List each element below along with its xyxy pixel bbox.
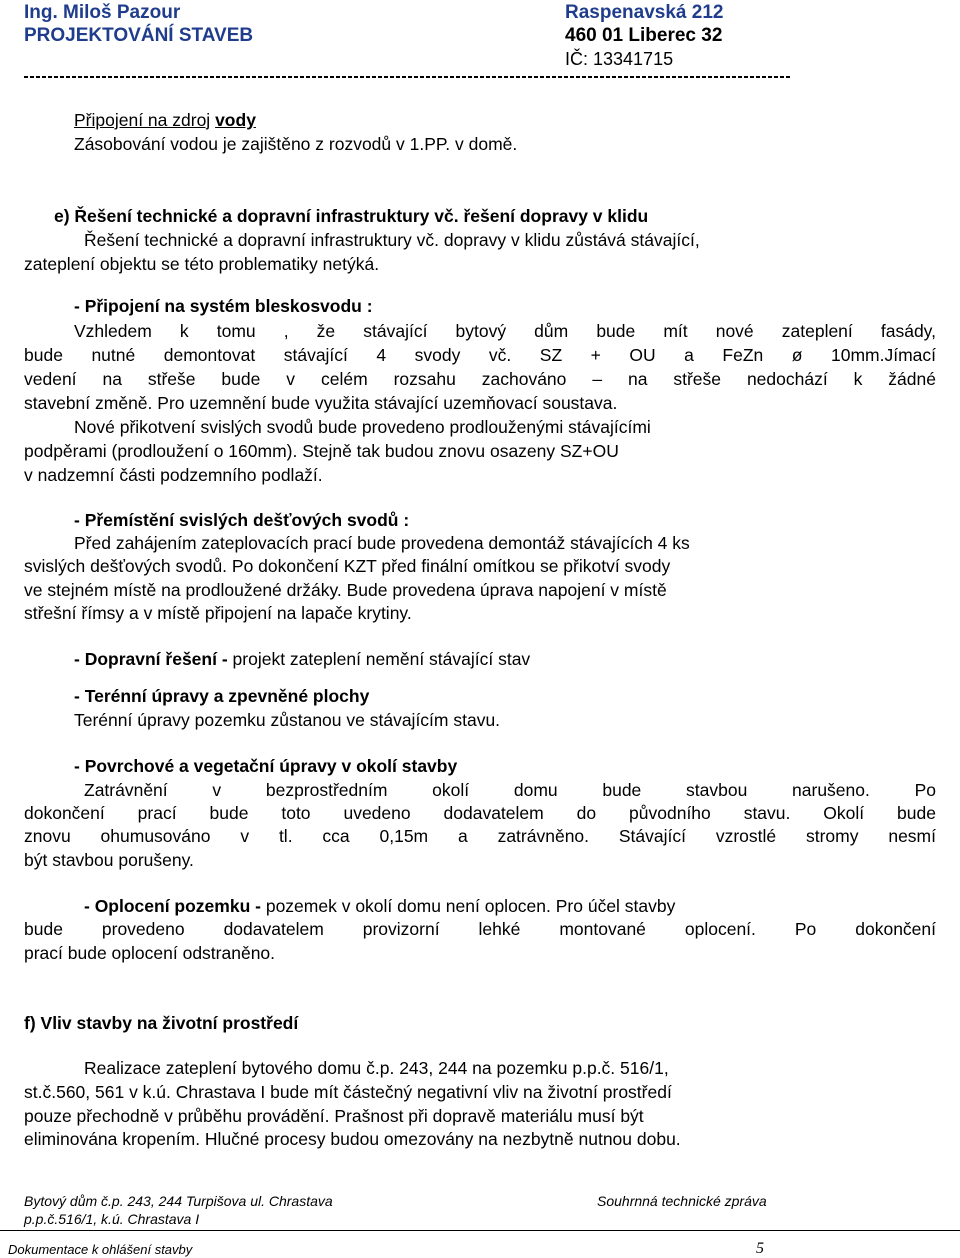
fencing-line-3: prací bude oplocení odstraněno.	[24, 943, 276, 963]
author-subtitle: PROJEKTOVÁNÍ STAVEB	[24, 25, 254, 46]
vegetation-line-2: dokončení prací bude toto uvedeno dodavatelem do původního stavu. Okolí bude	[24, 803, 936, 823]
traffic-heading: - Dopravní řešení -	[74, 649, 228, 669]
fencing-heading: - Oplocení pozemku -	[84, 896, 261, 916]
section-e-line-1: Řešení technické a dopravní infrastruktury vč. dopravy v klidu zůstává stávající,	[84, 230, 700, 250]
gutters-line-4: střešní římsy a v místě připojení na lapače krytiny.	[24, 603, 412, 623]
section-f-line-3: pouze přechodně v průběhu provádění. Prašnost při dopravě materiálu musí být	[24, 1106, 644, 1126]
vegetation-heading: - Povrchové a vegetační úpravy v okolí stavby	[74, 756, 458, 776]
water-heading-bold: vody	[215, 110, 256, 130]
vegetation-line-4: být stavbou porušeny.	[24, 850, 194, 870]
vegetation-line-1: Zatrávnění v bezprostředním okolí domu bude stavbou narušeno. Po	[84, 780, 936, 800]
lightning-line-7: v nadzemní části podzemního podlaží.	[24, 465, 323, 485]
address-city: 460 01 Liberec 32	[565, 25, 723, 46]
company-id: IČ: 13341715	[565, 49, 674, 69]
terrain-text: Terénní úpravy pozemku zůstanou ve stávajícím stavu.	[74, 710, 501, 730]
lightning-line-5: Nové přikotvení svislých svodů bude provedeno prodlouženými stávajícími	[74, 417, 651, 437]
traffic-text: projekt zateplení nemění stávající stav	[232, 649, 531, 669]
lightning-line-4: stavební změně. Pro uzemnění bude využita stávající uzemňovací soustava.	[24, 393, 618, 413]
footer-report-title: Souhrnná technické zpráva	[597, 1193, 767, 1209]
vegetation-line-3: znovu ohumusováno v tl. cca 0,15m a zatrávněno. Stávající vzrostlé stromy nesmí	[24, 826, 936, 846]
fencing-line-2: bude provedeno dodavatelem provizorní lehké montované oplocení. Po dokončení	[24, 919, 936, 939]
lightning-line-2: bude nutné demontovat stávající 4 svody vč. SZ + OU a FeZn ø 10mm.Jímací	[24, 345, 936, 365]
lightning-line-1: Vzhledem k tomu , že stávající bytový dům bude mít nové zateplení fasády,	[74, 321, 936, 341]
section-f-line-1: Realizace zateplení bytového domu č.p. 243, 244 na pozemku p.p.č. 516/1,	[84, 1058, 669, 1078]
water-heading	[74, 108, 936, 132]
footer-rule	[0, 1230, 960, 1231]
traffic-row	[74, 647, 936, 671]
gutters-heading: - Přemístění svislých dešťových svodů :	[74, 510, 410, 530]
gutters-line-2: svislých dešťových svodů. Po dokončení KZT před finální omítkou se přikotví svody	[24, 556, 671, 576]
lightning-line-3: vedení na střeše bude v celém rozsahu zachováno – na střeše nedochází k žádné	[24, 369, 936, 389]
section-f-heading: f) Vliv stavby na životní prostředí	[24, 1013, 299, 1033]
terrain-heading: - Terénní úpravy a zpevněné plochy	[74, 686, 370, 706]
author-name: Ing. Miloš Pazour	[24, 2, 181, 23]
lightning-line-6: podpěrami (prodloužení o 160mm). Stejně tak budou znovu osazeny SZ+OU	[24, 441, 619, 461]
gutters-line-3: ve stejném místě na prodloužené držáky. Bude provedena úprava napojení v místě	[24, 580, 667, 600]
lightning-heading: - Připojení na systém bleskosvodu :	[74, 296, 373, 316]
gutters-line-1: Před zahájením zateplovacích prací bude provedena demontáž stávajících 4 ks	[74, 533, 690, 553]
section-f-line-4: eliminována kropením. Hlučné procesy budou omezovány na nezbytně nutnou dobu.	[24, 1129, 681, 1149]
section-e-line-2: zateplení objektu se této problematiky netýká.	[24, 254, 380, 274]
section-e-heading: e) Řešení technické a dopravní infrastruktury vč. řešení dopravy v klidu	[54, 206, 649, 226]
footer-project: Bytový dům č.p. 243, 244 Turpišova ul. Chrastava	[24, 1193, 333, 1209]
page-number: 5	[756, 1240, 764, 1257]
footer-doc-type: Dokumentace k ohlášení stavby	[8, 1242, 193, 1257]
header-separator	[24, 74, 792, 80]
footer-parcel: p.p.č.516/1, k.ú. Chrastava I	[24, 1211, 200, 1227]
address-street: Raspenavská 212	[565, 2, 724, 23]
water-text: Zásobování vodou je zajištěno z rozvodů v 1.PP. v domě.	[74, 134, 518, 154]
section-f-line-2: st.č.560, 561 v k.ú. Chrastava I bude mít částečný negativní vliv na životní prostředí	[24, 1082, 672, 1102]
water-heading-prefix: Připojení na zdroj	[74, 110, 211, 130]
fencing-line-1: pozemek v okolí domu není oplocen. Pro účel stavby	[265, 896, 676, 916]
fencing-row	[84, 894, 936, 918]
